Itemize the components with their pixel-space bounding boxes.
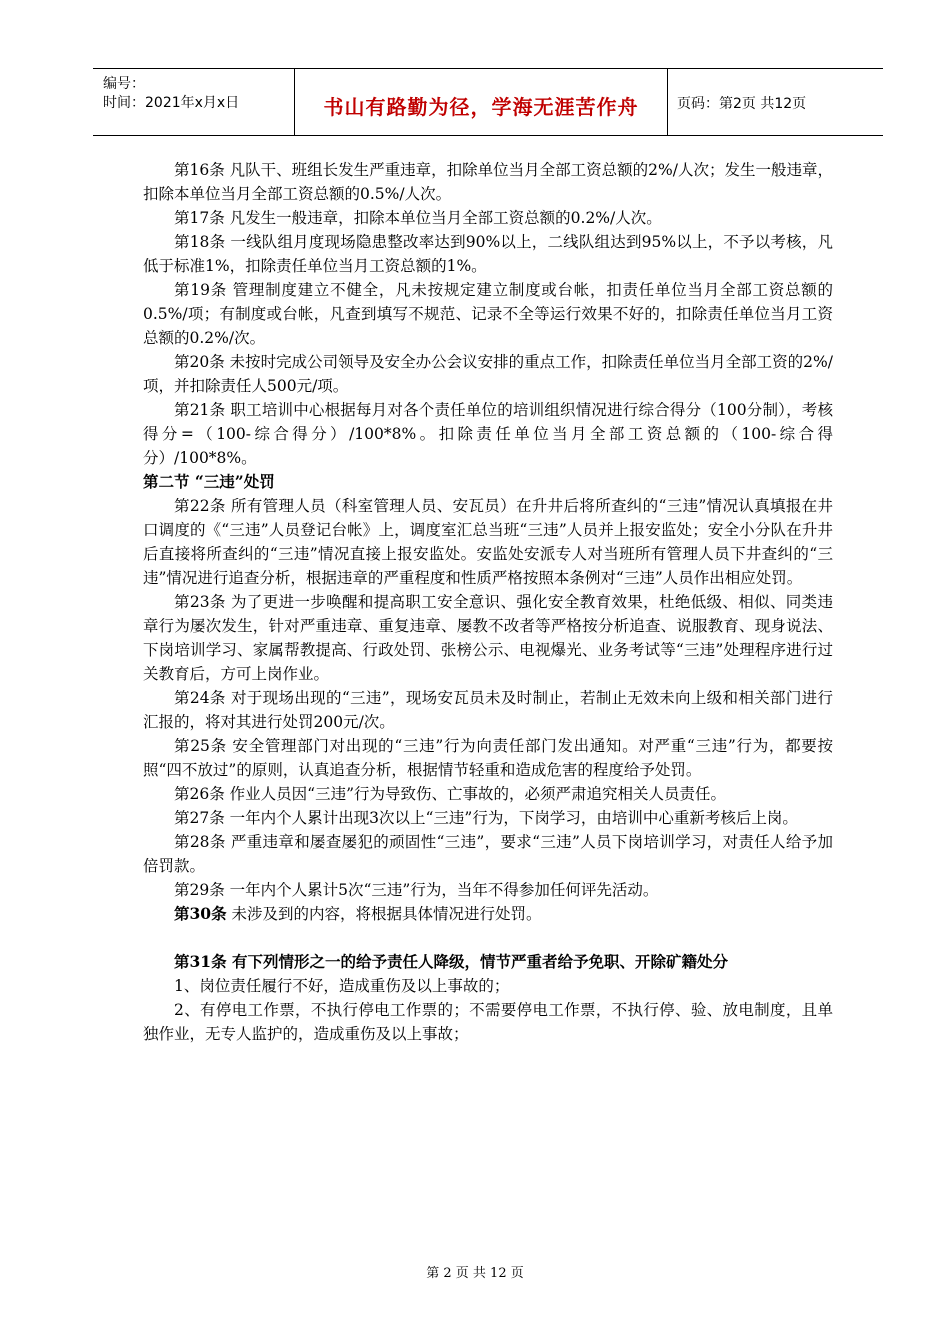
article-20: 第20条 未按时完成公司领导及安全办公会议安排的重点工作，扣除责任单位当月全部工资的2%/项，并扣除责任人500元/项。: [143, 353, 833, 395]
article-30-label: 第30条: [174, 904, 227, 923]
article-27: 第27条 一年内个人累计出现3次以上“三违”行为，下岗学习，由培训中心重新考核后上岗。: [174, 809, 798, 827]
article-25: 第25条 安全管理部门对出现的“三违”行为向责任部门发出通知。对严重“三违”行为，都要按照“四不放过”的原则，认真追查分析，根据情节轻重和造成危害的程度给予处罚。: [143, 737, 833, 779]
document-body: [143, 158, 833, 1046]
article-30-text: 未涉及到的内容，将根据具体情况进行处罚。: [226, 905, 542, 923]
document-time: 时间：2021年x月x日: [103, 95, 240, 111]
article-21: 第21条 职工培训中心根据每月对各个责任单位的培训组织情况进行综合得分（100分制），考核得分=（100-综合得分）/100*8%。扣除责任单位当月全部工资总额的（100-综合得分）/100*8%。: [143, 401, 833, 467]
article-24: 第24条 对于现场出现的“三违”，现场安瓦员未及时制止，若制止无效未向上级和相关部门进行汇报的，将对其进行处罚200元/次。: [143, 689, 833, 731]
article-26: 第26条 作业人员因“三违”行为导致伤、亡事故的，必须严肃追究相关人员责任。: [174, 785, 727, 803]
article-28: 第28条 严重违章和屡查屡犯的顽固性“三违”，要求“三违”人员下岗培训学习，对责任人给予加倍罚款。: [143, 833, 833, 875]
article-16: 第16条 凡队干、班组长发生严重违章，扣除单位当月全部工资总额的2%/人次；发生一般违章，扣除本单位当月全部工资总额的0.5%/人次。: [143, 161, 833, 203]
page-header: [93, 68, 883, 136]
article-31-item-2: 2、有停电工作票，不执行停电工作票的；不需要停电工作票，不执行停、验、放电制度，且单独作业，无专人监护的，造成重伤及以上事故；: [143, 1001, 833, 1043]
article-17: 第17条 凡发生一般违章，扣除本单位当月全部工资总额的0.2%/人次。: [174, 209, 662, 227]
paragraph-gap: [143, 926, 833, 950]
header-motto: 书山有路勤为径，学海无涯苦作舟: [323, 95, 639, 119]
header-motto-cell: [294, 69, 668, 135]
page-footer: 第 2 页 共 12 页: [426, 1266, 524, 1281]
article-23: 第23条 为了更进一步唤醒和提高职工安全意识、强化安全教育效果，杜绝低级、相似、同类违章行为屡次发生，针对严重违章、重复违章、屡教不改者等严格按分析追查、说服教育、现身说法、下岗培训学习、家属帮教提高、行政处罚、张榜公示、电视爆光、业务考试等“三违”处理程序进行过关教育后，方可上岗作业。: [143, 593, 833, 683]
article-22: 第22条 所有管理人员（科室管理人员、安瓦员）在升井后将所查纠的“三违”情况认真填报在井口调度的《“三违”人员登记台帐》上，调度室汇总当班“三违”人员并上报安监处；安全小分队在升井后直接将所查纠的“三违”情况直接上报安监处。安监处安派专人对当班所有管理人员下井查纠的“三违”情况进行追查分析，根据违章的严重程度和性质严格按照本条例对“三违”人员作出相应处罚。: [143, 497, 833, 587]
article-30: [143, 902, 833, 926]
document-number: 编号：: [103, 76, 145, 92]
article-29: 第29条 一年内个人累计5次“三违”行为，当年不得参加任何评先活动。: [174, 881, 659, 899]
header-meta: [93, 69, 293, 135]
header-page-cell: [667, 69, 883, 135]
article-19: 第19条 管理制度建立不健全，凡未按规定建立制度或台帐，扣责任单位当月全部工资总额的0.5%/项；有制度或台帐，凡查到填写不规范、记录不全等运行效果不好的，扣除责任单位当月工资总额的0.2%/次。: [143, 281, 833, 347]
article-18: 第18条 一线队组月度现场隐患整改率达到90%以上，二线队组达到95%以上，不予以考核，凡低于标准1%，扣除责任单位当月工资总额的1%。: [143, 233, 833, 275]
article-31-item-1: 1、岗位责任履行不好，造成重伤及以上事故的；: [174, 977, 510, 995]
section-heading: 第二节 “三违”处罚: [143, 472, 275, 491]
article-31: 第31条 有下列情形之一的给予责任人降级，情节严重者给予免职、开除矿籍处分: [174, 952, 728, 971]
header-page-number: 页码：第2页 共12页: [677, 96, 807, 112]
